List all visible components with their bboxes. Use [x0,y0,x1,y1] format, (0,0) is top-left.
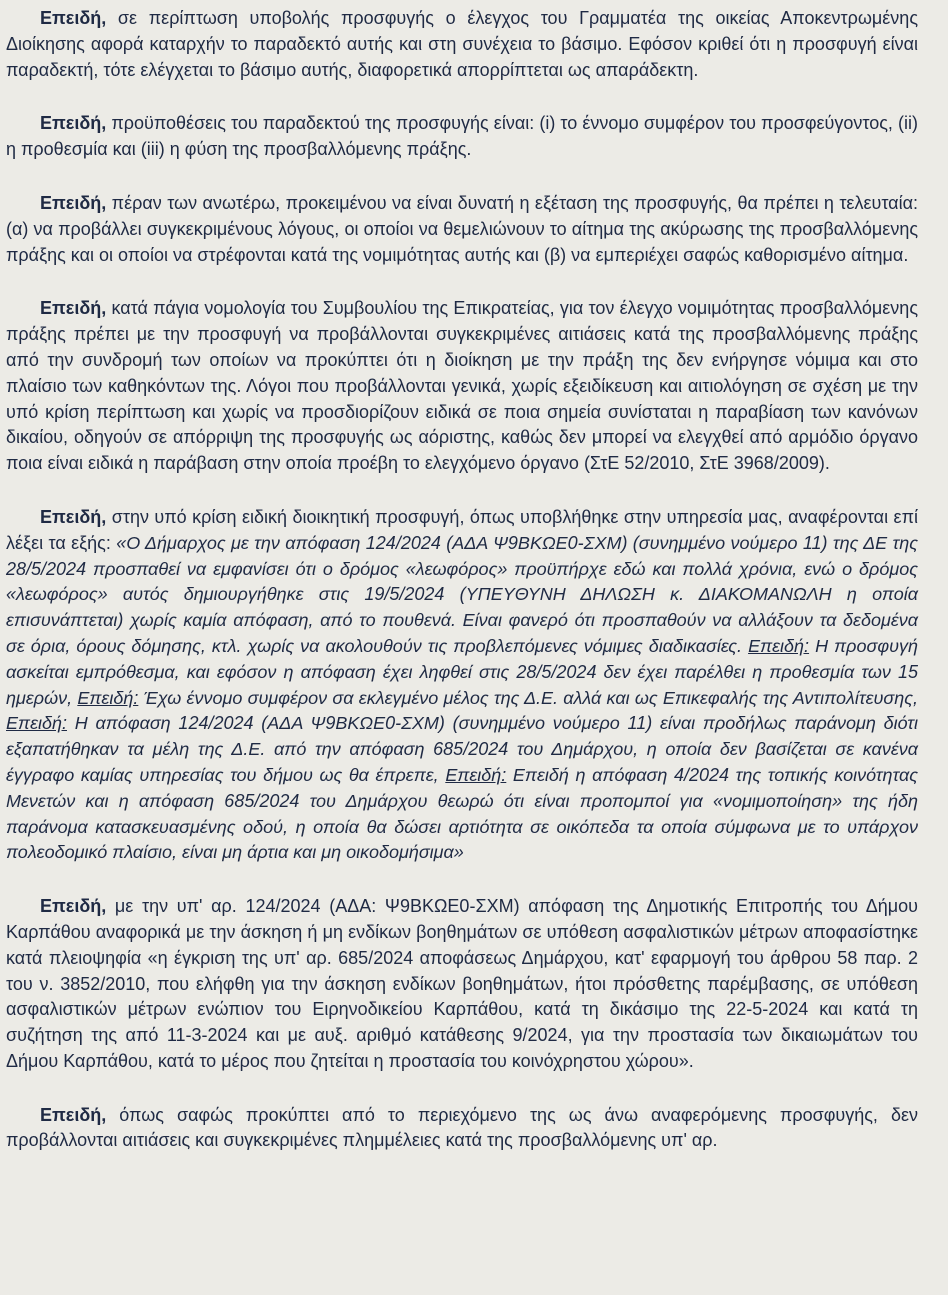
paragraph-text: όπως σαφώς προκύπτει από το περιεχόμενο της ως άνω αναφερόμενης προσφυγής, δεν προβάλλονται αιτιάσεις και συγκεκριμένες πλημμέλειες κατά της προσβαλλόμενης υπ' αρ. [6,1104,918,1151]
quoted-keyword: Επειδή: [748,635,810,656]
paragraph-text: προϋποθέσεις του παραδεκτού της προσφυγής είναι: (i) το έννομο συμφέρον του προσφεύγοντος, (ii) η προθεσμία και (iii) η φύση της προσβαλλόμενης πράξης. [6,113,918,160]
quoted-appeal-text: «Ο Δήμαρχος με την απόφαση 124/2024 (ΑΔΑ Ψ9ΒΚΩΕ0-ΣΧΜ) (συνημμένο νούμερο 11) της ΔΕ της 28/5/2024 προσπαθεί να εμφανίσει ότι ο δρόμος «λεωφόρος» προϋπήρχε εδώ και πολλά χρόνια, ενώ ο δρόμος «λεωφόρος» αυτός δημιουργήθηκε στις 19/5/2024 (ΥΠΕΥΘΥΝΗ ΔΗΛΩΣΗ κ. ΔΙΑΚΟΜΑΝΩΛΗ η οποία επισυνάπτεται) χωρίς καμία απόφαση, από το πουθενά. Είναι φανερό ότι προσπαθούν να αλλάξουν τα δεδομένα σε όρια, όρους δόμησης, κτλ. χωρίς να ακολουθούν τις προβλεπόμενες νόμιμες διαδικασίες. [6,532,918,656]
paragraph-case-law [6,296,918,477]
paragraph-text: στην υπό κρίση ειδική διοικητική προσφυγή, όπως υποβλήθηκε στην υπηρεσία μας, αναφέρονται επί λέξει τα εξής: [6,506,918,553]
paragraph-admissibility-conditions [6,111,918,163]
paragraph-keyword: Επειδή, [40,506,107,527]
paragraph-appeal-quote [6,505,918,866]
quoted-appeal-text: Έχω έννομο συμφέρον σα εκλεγμένο μέλος της Δ.Ε. αλλά και ως Επικεφαλής της Αντιπολίτευσης, [138,687,918,708]
paragraph-keyword: Επειδή, [40,8,107,28]
quoted-appeal-text: Η προσφυγή ασκείται εμπρόθεσμα, και εφόσον η απόφαση έχει ληφθεί στις 28/5/2024 δεν έχει παρέλθει η προθεσμία των 15 ημερών, [6,635,918,708]
quoted-appeal-text: Επειδή η απόφαση 4/2024 της τοπικής κοινότητας Μενετών και η απόφαση 685/2024 του Δημάρχου θεωρώ ότι είναι προπομποί για «νομιμοποίηση» της ήδη παράνομα κατασκευασμένης οδού, η οποία θα δώσει αρτιότητα σε οικόπεδα τα οποία σύμφωνα με το υπάρχον πολεοδομικό πλαίσιο, είναι μη άρτια και μη οικοδομήσιμα» [6,764,919,863]
paragraph-text: κατά πάγια νομολογία του Συμβουλίου της Επικρατείας, για τον έλεγχο νομιμότητας προσβαλλόμενης πράξης πρέπει με την προσφυγή να προβάλλονται συγκεκριμένες αιτιάσεις κατά της προσβαλλόμενης πράξης από την συνδρομή των οποίων να προκύπτει ότι η διοίκηση με την πράξη της δεν ενήργησε νόμιμα και στο πλαίσιο των καθηκόντων της. Λόγοι που προβάλλονται γενικά, χωρίς εξειδίκευση και αιτιολόγηση σε σχέση με την υπό κρίση περίπτωση και χωρίς να προσδιορίζουν ειδικά σε ποια σημεία συνίσταται η παραβίαση των κανόνων δικαίου, οδηγούν σε απόρριψη της προσφυγής ως αόριστης, καθώς δεν μπορεί να ελεγχθεί από αρμόδιο όργανο ποια είναι ειδικά η παράβαση στην οποία προέβη το ελεγχόμενο όργανο (ΣτΕ 52/2010, ΣτΕ 3968/2009). [6,298,918,474]
paragraph-decision-124-2024 [6,894,918,1075]
quoted-keyword: Επειδή: [445,764,507,785]
quoted-keyword: Επειδή: [6,713,67,734]
paragraph-text: με την υπ' αρ. 124/2024 (ΑΔΑ: Ψ9ΒΚΩΕ0-ΣΧΜ) απόφαση της Δημοτικής Επιτροπής του Δήμου Καρπάθου αναφορικά με την άσκηση ή μη ενδίκων βοηθημάτων σε υπόθεση ασφαλιστικών μέτρων αποφασίστηκε κατά πλειοψηφία «η έγκριση της υπ' αρ. 685/2024 αποφάσεως Δημάρχου, κατ' εφαρμογή του άρθρου 58 παρ. 2 του ν. 3852/2010, που ελήφθη για την άσκηση ενδίκων βοηθημάτων, ήτοι πρόσθετης παρέμβασης, σε υπόθεση ασφαλιστικών μέτρων ενώπιον του Ειρηνοδικείου Καρπάθου, κατά τη δικάσιμο της 22-5-2024 και κατά τη συζήτηση της από 11-3-2024 και με αυξ. αριθμό κατάθεσης 9/2024, για την προστασία των δικαιωμάτων του Δήμου Καρπάθου, κατά το μέρος που ζητείται η προστασία του κοινόχρηστου χώρου». [6,896,918,1071]
quoted-appeal-text: Η απόφαση 124/2024 (ΑΔΑ Ψ9ΒΚΩΕ0-ΣΧΜ) (συνημμένο νούμερο 11) είναι προδήλως παράνομη διότι εξαπατήθηκαν τα μέλη της Δ.Ε. από την απόφαση 685/2024 του Δημάρχου, η οποία δεν βασίζεται σε κανένα έγγραφο καμίας υπηρεσίας του δήμου ως θα έπρεπε, [6,713,918,785]
quoted-keyword: Επειδή: [77,687,139,708]
paragraph-text: σε περίπτωση υποβολής προσφυγής ο έλεγχος του Γραμματέα της οικείας Αποκεντρωμένης Διοίκησης αφορά καταρχήν το παραδεκτό αυτής και στη συνέχεια το βάσιμο. Εφόσον κριθεί ότι η προσφυγή είναι παραδεκτή, τότε ελέγχεται το βάσιμο αυτής, διαφορετικά απορρίπτεται ως απαράδεκτη. [6,8,918,80]
paragraph-keyword: Επειδή, [40,192,107,213]
paragraph-conclusion [6,1103,918,1155]
paragraph-keyword: Επειδή, [40,1104,107,1125]
paragraph-specific-grounds [6,191,918,268]
paragraph-keyword: Επειδή, [40,113,107,134]
document-page [6,0,918,1182]
paragraph-keyword: Επειδή, [40,896,107,917]
paragraph-text: πέραν των ανωτέρω, προκειμένου να είναι δυνατή η εξέταση της προσφυγής, θα πρέπει η τελευταία: (α) να προβάλλει συγκεκριμένους λόγους, οι οποίοι να θεμελιώνουν το αίτημα της ακύρωσης της προσβαλλόμενης πράξης και οι οποίοι να στρέφονται κατά της νομιμότητας αυτής και (β) να εμπεριέχει σαφώς καθορισμένο αίτημα. [6,192,918,265]
paragraph-keyword: Επειδή, [40,298,107,319]
paragraph-admissibility-control [6,6,918,83]
